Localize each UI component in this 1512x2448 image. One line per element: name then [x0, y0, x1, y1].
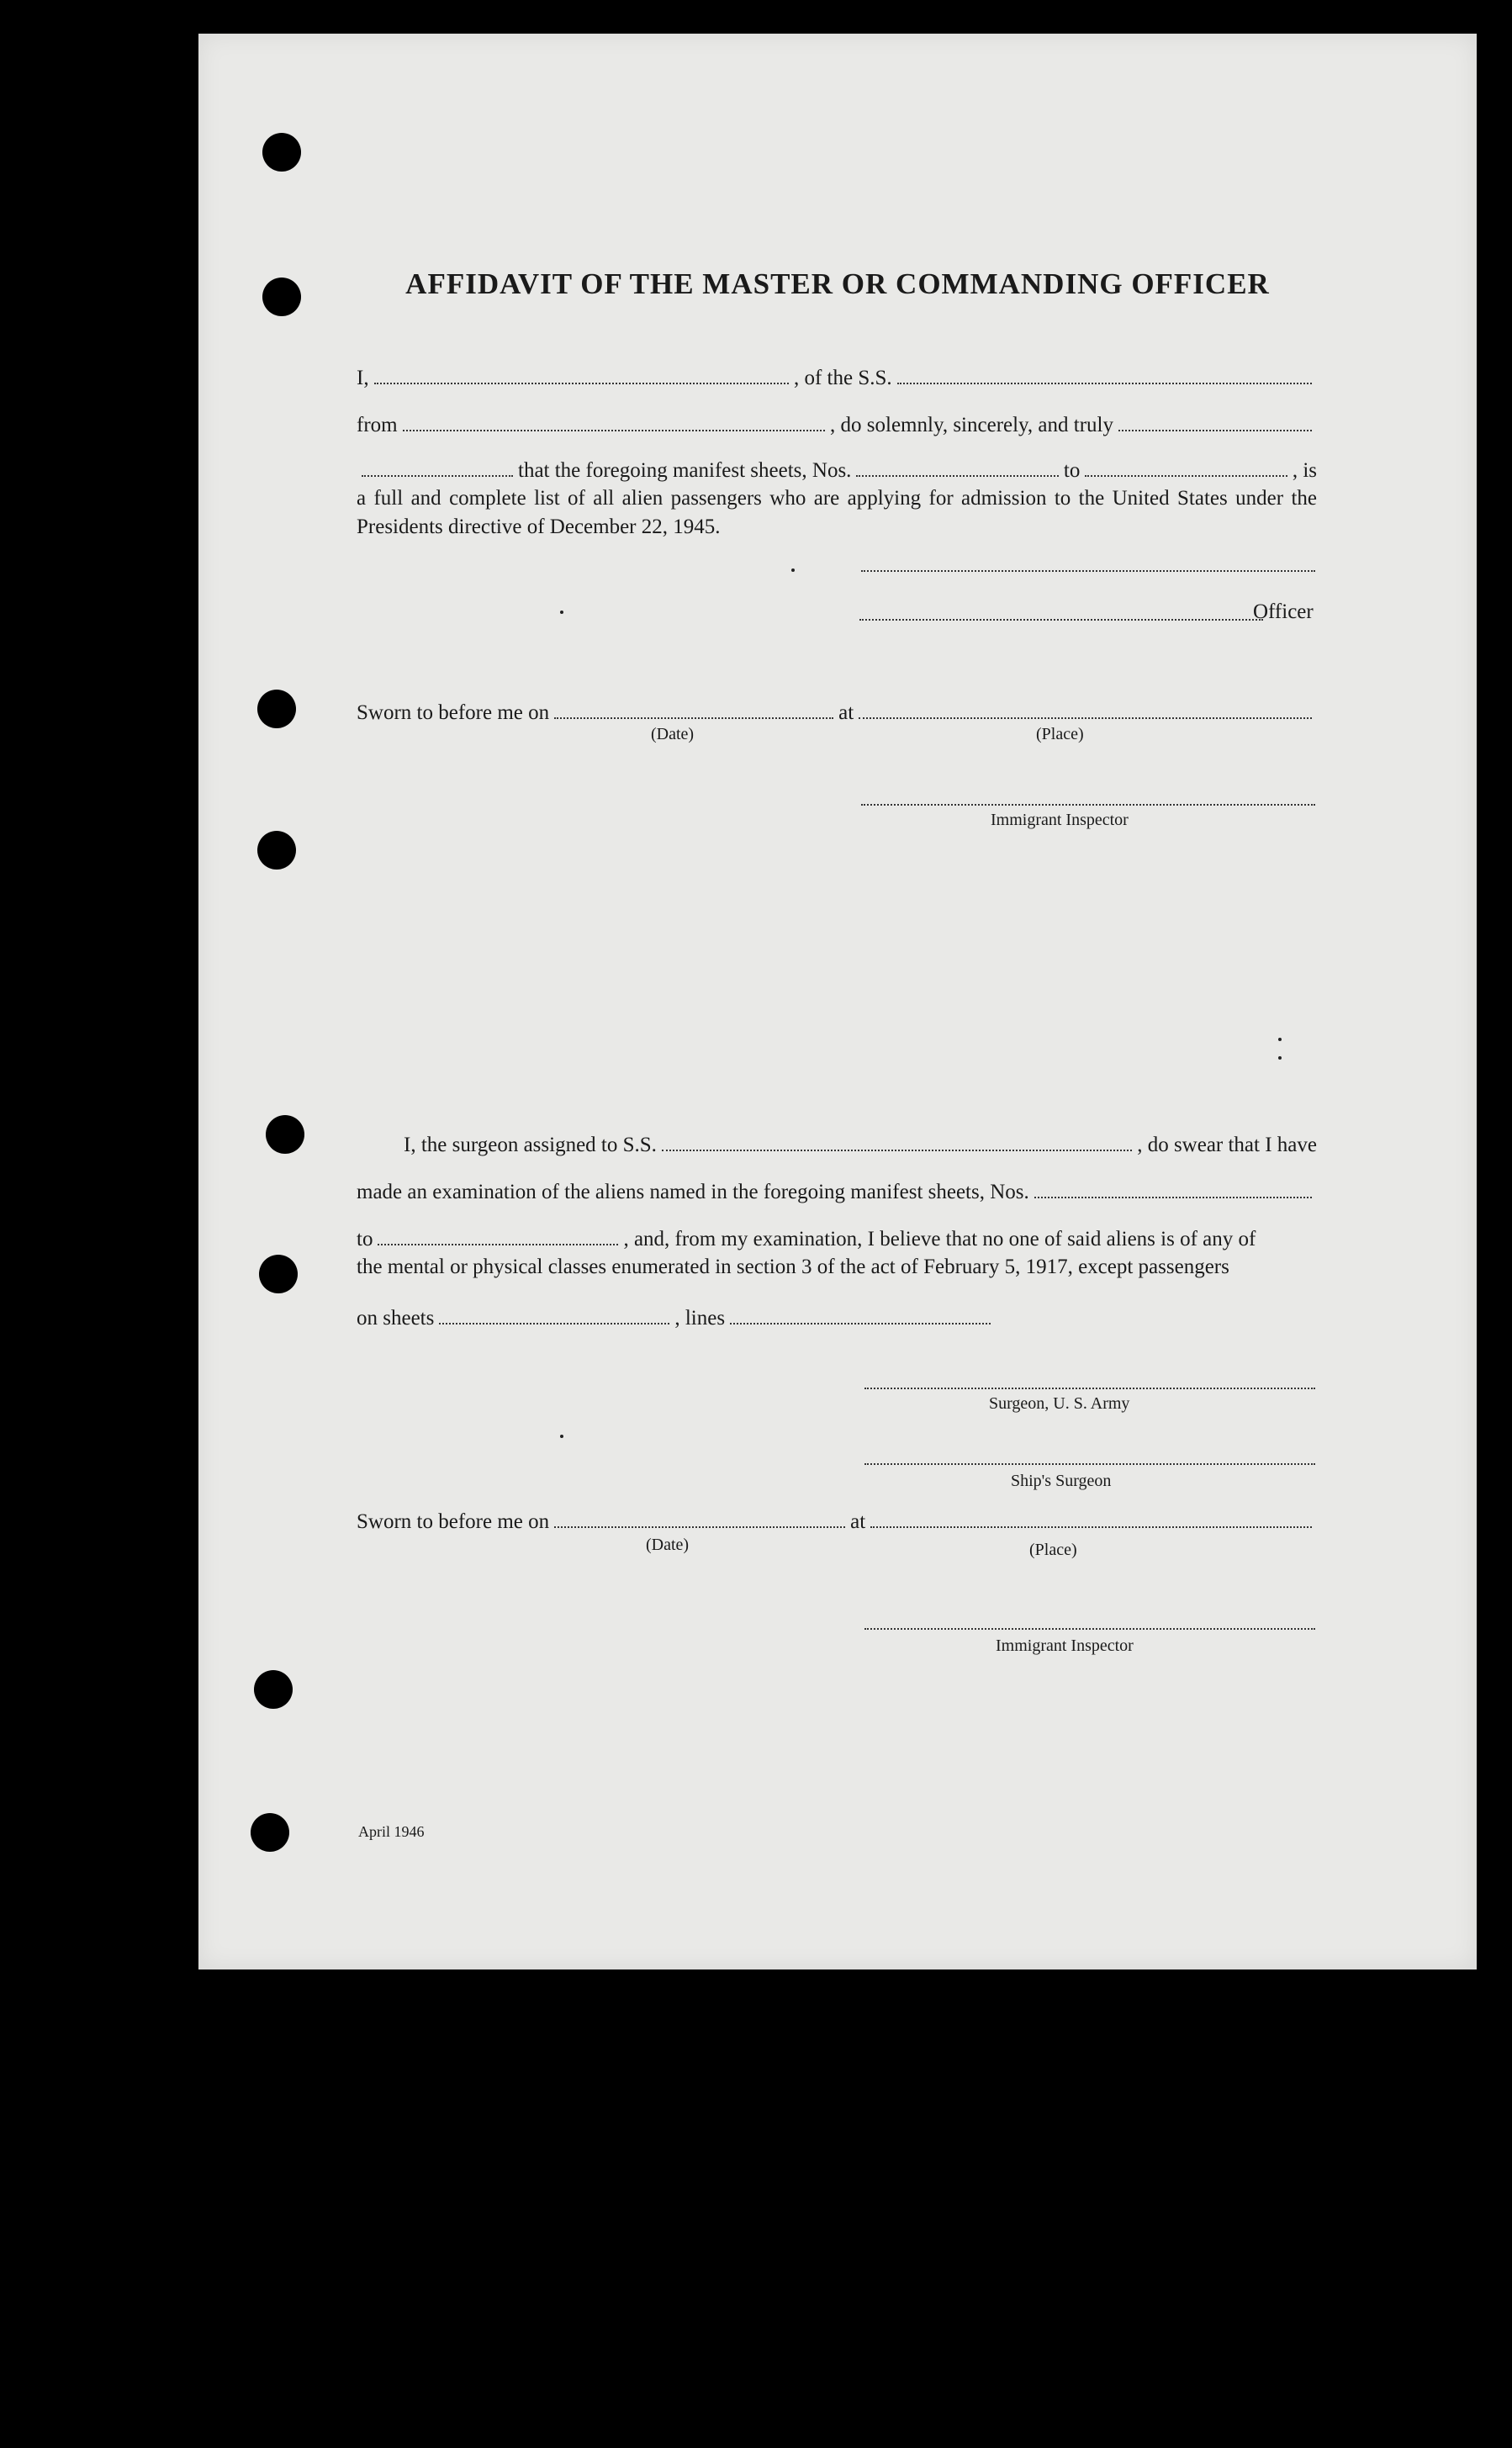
punch-hole [257, 831, 296, 870]
inspector-signature-line[interactable] [864, 1628, 1315, 1630]
form-title: AFFIDAVIT OF THE MASTER OR COMMANDING OFFICER [405, 267, 1270, 300]
army-surgeon-signature-line[interactable] [864, 1388, 1315, 1389]
name-field[interactable] [374, 383, 789, 384]
text: Sworn to before me on [357, 701, 550, 724]
surgeon-line-1 [357, 1124, 1317, 1157]
army-surgeon-label: Surgeon, U. S. Army [989, 1394, 1130, 1413]
text: I, [357, 367, 369, 389]
date-caption: (Date) [651, 725, 695, 743]
text: from [357, 414, 398, 436]
except-sheets-field[interactable] [439, 1323, 669, 1324]
place-caption: (Place) [1036, 725, 1084, 743]
surgeon-sheet-from-field[interactable] [1034, 1197, 1312, 1198]
surgeon-sworn-place-field[interactable] [870, 1526, 1312, 1528]
text: , is [1292, 459, 1318, 482]
text: , lines [674, 1307, 726, 1330]
surgeon-sworn-line [357, 1500, 1317, 1534]
text: , do swear that I have [1137, 1134, 1317, 1156]
ships-surgeon-label: Ship's Surgeon [1011, 1472, 1112, 1490]
punch-hole [262, 133, 301, 172]
form-page [198, 34, 1477, 1970]
sworn-date-field[interactable] [554, 717, 833, 719]
surgeon-line-3 [357, 1218, 1317, 1251]
sworn-place-field[interactable] [859, 717, 1312, 719]
text: at [838, 701, 854, 724]
inspector-signature-line[interactable] [861, 804, 1315, 806]
date-caption: (Date) [646, 1536, 690, 1554]
sheet-to-field[interactable] [1085, 475, 1287, 477]
master-line-2 [357, 404, 1317, 437]
place-caption: (Place) [1029, 1541, 1077, 1559]
except-lines-field[interactable] [730, 1323, 991, 1324]
inspector-label: Immigrant Inspector [991, 811, 1129, 829]
speck [560, 611, 563, 614]
inspector-label: Immigrant Inspector [996, 1636, 1134, 1655]
master-line-3 [357, 449, 1317, 483]
speck [791, 568, 795, 572]
declaration-field[interactable] [1118, 430, 1312, 431]
form-date: April 1946 [358, 1823, 425, 1840]
surgeon-line-2 [357, 1171, 1317, 1204]
punch-hole [259, 1255, 298, 1293]
text: , and, from my examination, I believe that no one of said aliens is of any of [623, 1228, 1256, 1250]
master-paragraph: a full and complete list of all alien passengers who are applying for admission to the United States under the Presidents directive of December 22, 1945. [357, 487, 1317, 538]
officer-label: Officer [1253, 600, 1314, 623]
text: that the foregoing manifest sheets, Nos. [518, 459, 852, 482]
signature-line[interactable] [861, 570, 1315, 572]
speck [1278, 1056, 1282, 1060]
surgeon-line-5 [357, 1297, 1317, 1330]
text: , of the S.S. [793, 367, 892, 389]
ships-surgeon-signature-line[interactable] [864, 1463, 1315, 1465]
text: I, the surgeon assigned to S.S. [404, 1134, 657, 1156]
punch-hole [257, 690, 296, 728]
ship-name-field[interactable] [897, 383, 1312, 384]
surgeon-sheet-to-field[interactable] [378, 1244, 618, 1245]
declaration-field-2[interactable] [362, 475, 513, 477]
speck [560, 1435, 563, 1438]
text: to [1063, 459, 1081, 482]
text: to [357, 1228, 373, 1250]
port-field[interactable] [403, 430, 825, 431]
master-line-1 [357, 357, 1317, 390]
text: at [850, 1510, 866, 1533]
speck [1278, 1038, 1282, 1041]
officer-signature-line[interactable] [859, 619, 1263, 621]
surgeon-line-4: the mental or physical classes enumerated in section 3 of the act of February 5, 1917, except passengers [357, 1256, 1229, 1278]
sheet-from-field[interactable] [856, 475, 1058, 477]
text: made an examination of the aliens named in the foregoing manifest sheets, Nos. [357, 1181, 1029, 1203]
master-sworn-line [357, 691, 1317, 725]
surgeon-ship-field[interactable] [662, 1150, 1132, 1151]
punch-hole [254, 1670, 293, 1709]
punch-hole [266, 1115, 304, 1154]
surgeon-sworn-date-field[interactable] [554, 1526, 845, 1528]
punch-hole [251, 1813, 289, 1852]
text: , do solemnly, sincerely, and truly [830, 414, 1113, 436]
text: Sworn to before me on [357, 1510, 550, 1533]
text: on sheets [357, 1307, 435, 1330]
